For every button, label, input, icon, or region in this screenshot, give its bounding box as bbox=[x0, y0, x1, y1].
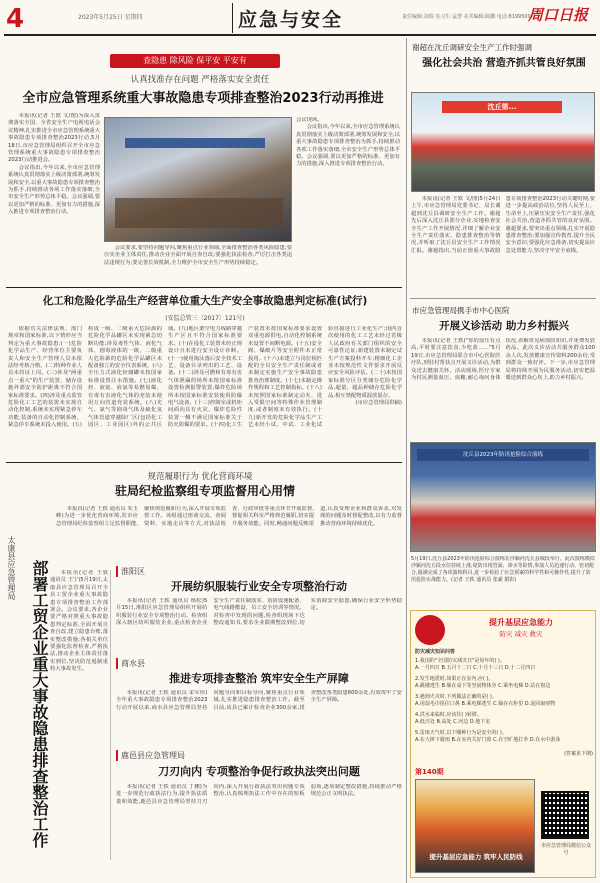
quiz-q4-options: A.低洼处 B.高处 C.河边 D.地下室 bbox=[415, 719, 491, 725]
editors-line: 责任编辑:刘瑞 实习生:孟慧 美术编辑:陈鹏 电话:8199509 bbox=[402, 14, 531, 20]
lead-body-col1 bbox=[8, 113, 100, 281]
side-article-kicker: 太康县应急管理局 bbox=[7, 536, 16, 600]
article2-subtitle: (安监总管三〔2017〕121号) bbox=[165, 315, 245, 322]
lead-headline: 全市应急管理系统重大事故隐患专项排查整治2023行动再推进 bbox=[22, 91, 384, 106]
lead-banner: 查隐患 除风险 保平安 平安有 bbox=[110, 54, 280, 68]
masthead-divider bbox=[232, 3, 233, 33]
quiz-q1-options: A.一月四日 B.五月十二日 C.十月十三日 D.十二月四日 bbox=[415, 665, 536, 671]
article4-kicker: 淮阳区 bbox=[116, 566, 145, 577]
lead-body-under-photo bbox=[104, 245, 292, 281]
lead-paragraph: 会议指出,今年以来,全市应急管理系统认真贯彻落实上级决策部署,统筹发展和安全,以重大事故隐患专项排查整治为抓手,持续推动各项工作落实落细,全市安全生产形势总体平稳。会议强调,要以更加严格的标准、更加有力的措施,深入推进专项排查整治行动。 bbox=[296, 124, 400, 168]
side-article-headline: 部署工贸企业重大事故隐患排查整治工作 bbox=[30, 560, 49, 848]
article5-kicker: 商水县 bbox=[116, 658, 145, 669]
quiz-slogan: 提升基层应急能力 筑牢人民防线 bbox=[429, 853, 523, 861]
article2-source: (市应急管理局供稿) bbox=[355, 400, 402, 407]
article6-paragraph: 本报讯(记者 王轶 通讯员 丁鹏)为进一步规范行政执法行为,提升执法质量和效能,鹿邑县应急管理局坚持刀刃向内,深入开展行政执法突出问题专项整治,认真梳理执法工作中存在的短板弱项,逐项制定整改措施,持续推动严格规范公正文明执法。 bbox=[116, 784, 402, 805]
article6-headline: 刀刃向内 专项整治争促行政执法突出问题 bbox=[158, 765, 360, 778]
qr-code[interactable] bbox=[541, 791, 589, 839]
quiz-intro: 防灾减灾知识问答 bbox=[415, 649, 456, 655]
side-article-body bbox=[50, 570, 108, 860]
lead-paragraph: 本报讯(记者 王轶 文/图)为深入贯彻落实全国、全省安全生产电视电话会议精神,扎实推进全市应急管理系统重大事故隐患专项排查整治2023行动,5月18日,市应急管理局组织召开全市应急管理系统重大事故隐患专项排查整治2023行动推进会。 bbox=[8, 113, 100, 164]
date-line: 2023年5月25日 星期四 bbox=[78, 14, 143, 21]
qr-caption: 市应急管理局微信公众号 bbox=[540, 843, 591, 856]
lead-paragraph: 会议指出,今年以来,全市应急管理系统认真贯彻落实上级决策部署,统筹发展和安全,以重大事故隐患专项排查整治为抓手,持续推动各项工作落实落细,全市安全生产形势总体平稳。会议强调,要以更加严格的标准、更加有力的措施,深入推进专项排查整治行动。 bbox=[8, 164, 100, 216]
article6-kicker: 鹿邑县应急管理局 bbox=[116, 750, 185, 761]
article3-kicker: 规范履职行为 优化营商环境 bbox=[147, 472, 253, 482]
quiz-emblem-icon bbox=[415, 615, 445, 645]
lead-kicker: 认真找准存在问题 严格落实安全责任 bbox=[130, 75, 270, 85]
article2-paragraph: 依据有关法律法规、部门规章和国家标准,以下情形应当判定为重大事故隐患:(一)危险化学品生产、经营单位主要负责人和安全生产管理人员未依法经考核合格。(二)特种作业人员未持证上岗。(三)涉及"两重点一重大"的生产装置、储存设施外部安全防护距离不符合国家标准要求。(四)涉及重点监管危险化工工艺的装置未实现自动化控制,系统未实现紧急停车功能,装备的自动化控制系统、紧急停车系统未投入使用。(五)构成一级、二级重大危险源的危险化学品罐区未实现紧急切断功能;涉及毒性气体、液化气体、剧毒液体的一级、二级重大危险源的危险化学品罐区未配备独立的安全仪表系统。(六)全压力式液化烃储罐未按国家标准设置注水措施。(七)液化烃、液氨、液氯等易燃易爆、有毒有害液化气体的充装未使用万向管道充装系统。(八)光气、氯气等剧毒气体及硫化氢气体管道穿越除厂区(包括化工园区、工业园区)外的公共区域。(九)地区架空电力线路穿越生产区且不符合国家标准要求。(十)在役化工装置未经正规设计且未进行安全设计诊断。(十一)使用淘汰落后安全技术工艺、设备目录列出的工艺、设备。(十二)涉及可燃和有毒有害气体泄漏的场所未按国家标准设置检测报警装置,爆炸危险场所未按国家标准安装使用防爆电气设备。(十三)控制室或机柜间面向具有火灾、爆炸危险性装置一侧不满足国家标准关于防火防爆的要求。(十四)化工生产装置未按国家标准要求设置双重电源供电,自动化控制系统未设置不间断电源。(十五)安全阀、爆破片等安全附件未正常投用。(十六)未建立与岗位相匹配的全员安全生产责任制或者未制定实施生产安全事故隐患排查治理制度。(十七)未制定操作规程和工艺控制指标。(十八)未按照国家标准制定动火、进入受限空间等特殊作业管理制度,或者制度未有效执行。(十九)新开发的危险化学品生产工艺未经小试、中试、工业化试验直接进行工业化生产;国内首次使用的化工工艺未经过省级人民政府有关部门组织的安全可靠性论证;新建装置未制定试生产方案投料开车;精细化工企业未按规范性文件要求开展反应安全风险评估。(二十)未按国家标准分区分类储存危险化学品,超量、超品种储存危险化学品,相互禁配物质混放混存。 bbox=[8, 326, 402, 429]
right-mid-body bbox=[411, 338, 595, 438]
article3-body bbox=[56, 506, 402, 566]
right-mid-paragraph: 本报讯(记者 王轶)"你的血压有点高,平时要注意饮食,少吃盐……"5月19日,市应急管理局联合市中心医院医疗队,到驻村帮扶点开展义诊活动,为群众送去健康关怀。活动现场,医疗专家为村民测量血压、血糖,耐心询问身体状况,讲解常见病预防知识,并免费发放药品。此次义诊活动共服务群众100余人次,发放健康宣传资料200余份,受到群众一致好评。下一步,市应急管理局将持续开展为民服务活动,切实把温暖送到群众心坎上,助力乡村振兴。 bbox=[411, 338, 595, 382]
right-mid-kicker: 市应急管理局携手市中心医院 bbox=[412, 306, 510, 315]
right-top-kicker: 谢超在沈丘调研安全生产工作时强调 bbox=[412, 43, 532, 52]
article4-paragraph: 本报讯(记者 王轶 通讯员 杨松)5月15日,淮阳区应急管理局组织开展纺织服装行业安全专项整治行动。检查组深入辖区纺织服装企业,重点检查企业安全生产责任制落实、消防设施配备、电气线路敷设、员工安全培训等情况。对检查中发现的问题,检查组现场下达整改通知书,要求企业限期整改到位,切实消除安全隐患,确保行业安全形势稳定。 bbox=[116, 598, 402, 627]
lead-paragraph: 会议要求,要坚持问题导向,聚焦重点行业领域,全面排查整治各类风险隐患;要压实企业主体责任,推动企业全面开展自查自改;要强化执法检查,严厉打击各类违法违规行为;要完善长效机制,全力维护全市安全生产形势持续稳定。 bbox=[104, 245, 292, 266]
article3-paragraph: 本报讯(记者 王轶 通讯员 朱玉峰)为进一步优化营商环境,驻市应急管理局纪检监察组立足监督职能,聚焦规范履职行为,深入开展专项监督工作。该组通过座谈交流、查阅资料、实地走访等方式,对执法检查、行政审批等重点环节开展监督,督促相关科室严格规范履职,切实提升服务效能。同时,畅通问题反映渠道,认真受理企业和群众诉求,对发现的问题及时督促整改,以有力监督推动营商环境持续优化。 bbox=[56, 506, 402, 527]
article4-headline: 开展纺织服装行业安全专项整治行动 bbox=[171, 580, 347, 593]
drill-screen: 沈丘县2023年防汛抢险综合演练 bbox=[417, 449, 589, 461]
meeting-screen bbox=[125, 138, 265, 148]
right-top-paragraph: 本报讯(记者 王轶 文/图)5月24日上午,市应急管理局党委书记、局长谢超到沈丘县调研安全生产工作。谢超先后深入沈丘县部分企业,实地检查安全生产工作开展情况,详细了解企业安全生产责任落实、隐患排查整治等情况,并听取了沈丘县安全生产工作情况汇报。谢超指出,当前正值重大事故隐患专项排查整治2023行动关键时期,要进一步提高政治站位,坚持人民至上、生命至上,压紧压实安全生产责任,强化社会共治,营造齐抓共管的良好氛围。谢超要求,要突出重点领域,扎实开展隐患排查整治;要加强宣传教育,提升全民安全意识;要强化应急准备,切实提高应急处置能力,坚决守牢安全底线。 bbox=[411, 196, 595, 254]
side-divider bbox=[110, 570, 111, 860]
right-top-body bbox=[411, 196, 595, 294]
section-rule bbox=[6, 462, 402, 463]
quiz-answer-note: (答案见下期) bbox=[564, 751, 593, 757]
drill-photo bbox=[410, 442, 596, 552]
quiz-q3-options: A.用湿毛巾捂住口鼻 B.乘电梯逃生 C.躲在衣柜里 D.返回取财物 bbox=[415, 701, 556, 707]
right-mid-headline: 开展义诊活动 助力乡村振兴 bbox=[439, 320, 569, 332]
article5-headline: 推进专项排查整治 筑牢安全生产屏障 bbox=[169, 672, 349, 685]
photo-caption: 会议现场。 bbox=[296, 117, 323, 123]
section-title: 应急与安全 bbox=[238, 9, 344, 31]
quiz-q1: 1.我国的"全国防灾减灾日"是每年的( )。 bbox=[415, 658, 505, 664]
article3-headline: 驻局纪检监察组专项监督用心用情 bbox=[114, 484, 295, 498]
quiz-badge-bottom: 防灾 减灾 救灾 bbox=[499, 630, 543, 638]
meeting-table bbox=[115, 198, 283, 228]
section-rule bbox=[6, 287, 402, 288]
meeting-photo bbox=[104, 117, 292, 242]
article5-paragraph: 本报讯(记者 王轶 通讯员 宋军伟)全年重大事故隐患专项排查整治2023行动开展以来,商水县应急管理局坚持问题导向和目标导向,聚焦重点行业领域,扎实推进隐患排查整治工作。截至目前,该县已累计检查企业300余家,排查整改各类隐患600余处,有效筑牢了安全生产屏障。 bbox=[116, 690, 402, 711]
article5-body bbox=[116, 690, 402, 746]
section-rule bbox=[410, 298, 596, 299]
quiz-badge-top: 提升基层应急能力 bbox=[489, 618, 553, 627]
article2-headline: 化工和危险化学品生产经营单位重大生产安全事故隐患判定标准(试行) bbox=[42, 295, 368, 307]
column-divider bbox=[406, 38, 407, 883]
paper-logo: 周口日报 bbox=[528, 6, 589, 24]
article2-body bbox=[8, 326, 402, 458]
factory-sign: 沈丘第... bbox=[442, 101, 562, 113]
quiz-q5-options: A.在大树下避雨 B.在室内关好门窗 C.在空旷地打伞 D.在水中游泳 bbox=[415, 737, 561, 743]
right-top-headline: 强化社会共治 营造齐抓共管良好氛围 bbox=[422, 58, 586, 69]
side-article-paragraph: 本报讯(记者 王轶 通讯员 王宁)5月19日,太康县应急管理局召开全县工贸企业重大事故隐患专项排查整治工作部署会。会议要求,各企业要严格对照重大事故隐患判定标准,全面开展自查自改,建立隐患台账,落实整改措施;各相关单位要强化监督检查,严格执法,推动企业主体责任落实到位,坚决防范遏制重特大事故发生。 bbox=[50, 570, 108, 673]
quiz-q3: 3.遇到火灾时,下列做法正确的是( )。 bbox=[415, 694, 497, 700]
drill-caption: 5月19日,沈丘县2023年防汛抢险综合演练在沙颍河沈丘县城段举行。此次演练模拟沙颍河沈丘段水位持续上涨,堤防出现管涌、渗水等险情,参演人员迅速行动、密切配合,圆满完成了各项演练科目,进一步检验了应急预案的科学性和可操作性,提升了防汛抢险实战能力。(记者 王轶 通讯员 张豪 摄影) bbox=[411, 556, 595, 583]
quiz-poster bbox=[415, 779, 535, 873]
quiz-q2-options: A.跳楼逃生 B.躲在桌下等坚固物体旁 C.乘坐电梯 D.站在窗边 bbox=[415, 683, 551, 689]
article4-body bbox=[116, 598, 402, 654]
quiz-issue: 第140期 bbox=[415, 768, 444, 776]
quiz-box bbox=[410, 610, 596, 878]
quiz-q5: 5.雷雨天气时,以下哪种行为是安全的( )。 bbox=[415, 730, 507, 736]
lead-body-col3 bbox=[296, 117, 400, 281]
masthead-rule bbox=[4, 34, 596, 36]
quiz-q4: 4.洪水来临时,应该往( )转移。 bbox=[415, 712, 482, 718]
page-number: 4 bbox=[6, 4, 25, 34]
article6-body bbox=[116, 784, 402, 876]
quiz-q2: 2.发生地震时,如果正在室内,应( )。 bbox=[415, 676, 494, 682]
site-visit-photo bbox=[411, 92, 595, 192]
